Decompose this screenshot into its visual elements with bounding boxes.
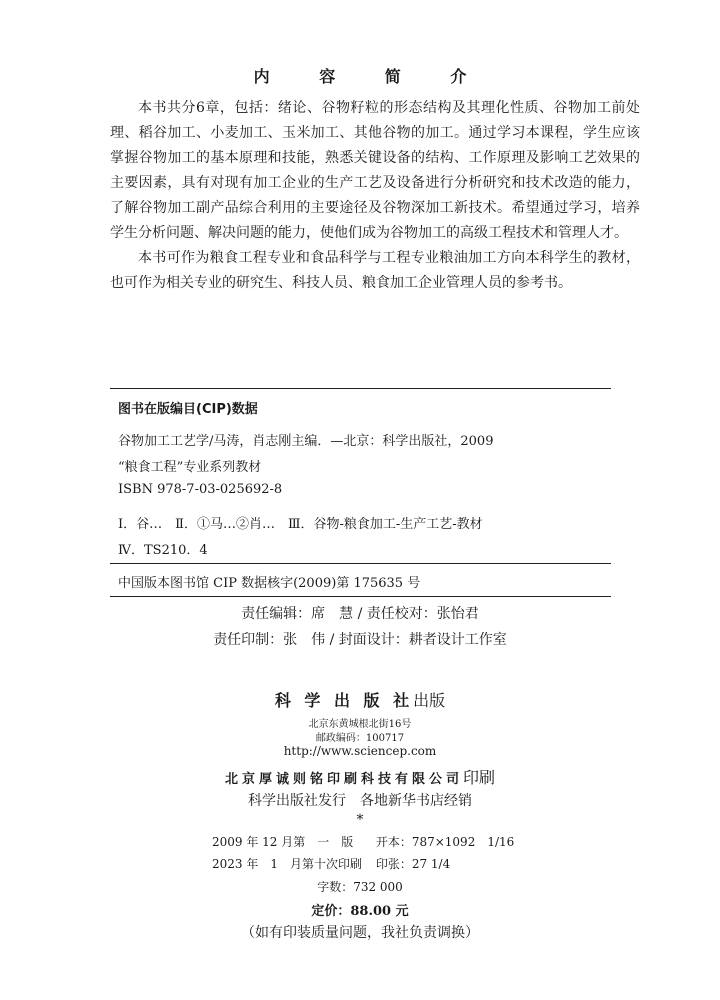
publisher-line (0, 688, 720, 711)
printer-line (0, 765, 720, 788)
edition-row (212, 833, 514, 850)
cip-title-line: 谷物加工工艺学/马涛，肖志刚主编．—北京：科学出版社，2009 (118, 434, 494, 449)
distribution-line: 科学出版社发行 各地新华书店经销 (248, 793, 472, 809)
publisher-website: http://www.sciencep.com (283, 744, 437, 758)
cip-series-line: “粮食工程”专业系列教材 (118, 460, 262, 475)
editor-credits: 责任编辑：席 慧 / 责任校对：张怡君 (241, 606, 479, 622)
printing-count: 2023 年 1 月第十次印刷 (212, 857, 362, 871)
publisher-name: 科 学 出 版 社 (274, 691, 414, 710)
production-credits: 责任印制：张 伟 / 封面设计：耕者设计工作室 (213, 632, 507, 648)
cip-call-number-line: Ⅳ．TS210．4 (118, 543, 208, 558)
cip-middle-rule (110, 563, 611, 564)
publisher-suffix: 出版 (413, 691, 446, 710)
printer-suffix: 印刷 (463, 768, 496, 787)
printed-sheets: 印张：27 1/4 (375, 857, 451, 871)
cip-bottom-rule (110, 596, 611, 597)
cip-heading: 图书在版编目(CIP)数据 (118, 402, 258, 417)
intro-paragraph-2: 本书可作为粮食工程专业和食品科学与工程专业粮油加工方向本科学生的教材，也可作为相关专业的研究生、科技人员、粮食加工企业管理人员的参考书。 (110, 250, 640, 291)
printer-name: 北京厚诚则铭印刷科技有限公司 (224, 772, 463, 787)
cip-record-number-line: 中国版本图书馆 CIP 数据核字(2009)第 175635 号 (118, 576, 421, 591)
printing-row (212, 855, 450, 872)
intro-paragraph-1: 本书共分6章，包括：绪论、谷物籽粒的形态结构及其理化性质、谷物加工前处理、稻谷加工、小麦加工、玉米加工、其他谷物的加工。通过学习本课程，学生应该掌握谷物加工的基本原理和技能，熟悉关键设备的结构、工作原理及影响工艺效果的主要因素，具有对现有加工企业的生产工艺及设备进行分析研究和技术改造的能力，了解谷物加工副产品综合利用的主要途径及谷物深加工新技术。希望通过学习，培养学生分析问题、解决问题的能力，使他们成为谷物加工的高级工程技术和管理人才。 (110, 100, 640, 241)
price: 定价：88.00 元 (311, 904, 409, 919)
book-format: 开本：787×1092 1/16 (375, 835, 515, 849)
publisher-postcode: 邮政编码：100717 (315, 733, 405, 744)
introduction (110, 96, 640, 296)
cip-classification-line: Ⅰ．谷… Ⅱ．①马…②肖… Ⅲ．谷物-粮食加工-生产工艺-教材 (118, 517, 483, 532)
quality-notice: （如有印装质量问题，我社负责调换） (241, 925, 479, 941)
word-count: 字数：732 000 (317, 880, 403, 894)
first-edition: 2009 年 12 月第 一 版 (212, 835, 354, 849)
cip-top-rule (110, 388, 611, 389)
page-title: 内 容 简 介 (253, 67, 489, 86)
cip-isbn-line: ISBN 978-7-03-025692-8 (118, 482, 283, 497)
publisher-address: 北京东黄城根北街16号 (308, 719, 412, 730)
separator-star: * (356, 812, 364, 828)
